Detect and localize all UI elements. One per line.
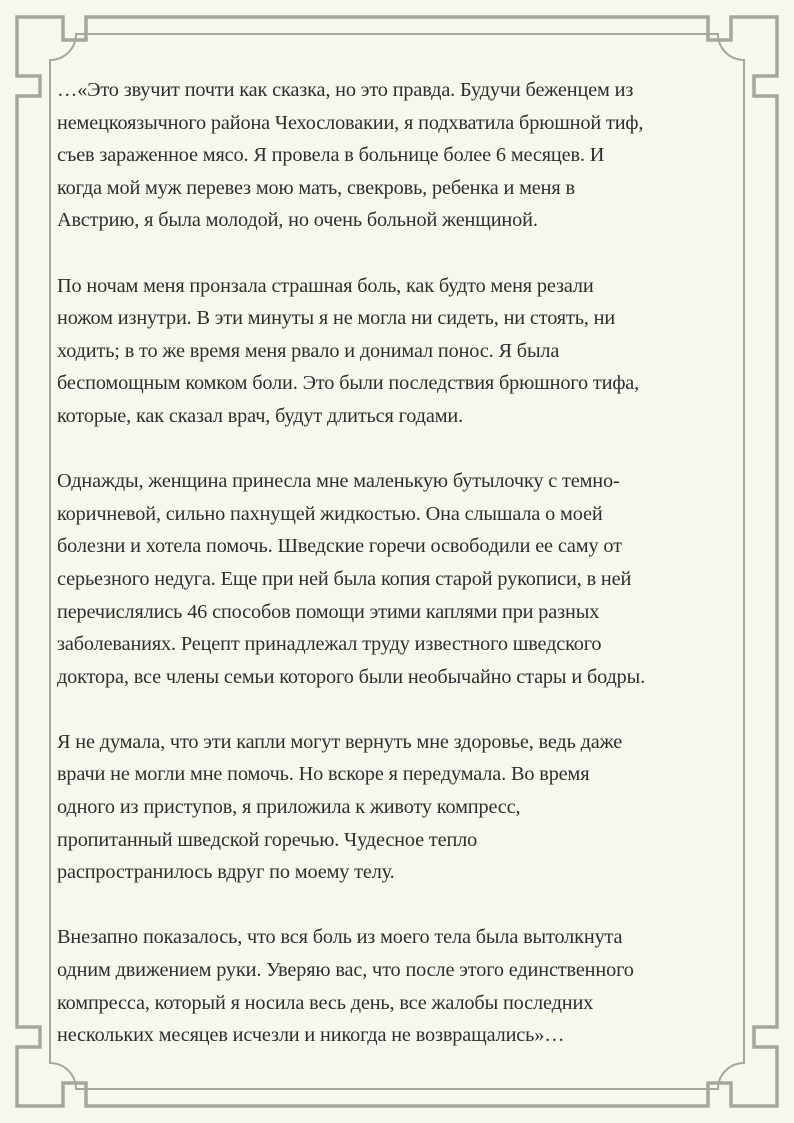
paragraph-3: Однажды, женщина принесла мне маленькую бутылочку с темно- коричневой, сильно пахнущей жидкостью. Она слышала о моей болезни и хотела помочь. Шведские горечи освободили ее саму от серьезного недуга. Еще при ней была копия старой рукописи, в ней перечислялись 46 способов помощи этими каплями при разных заболеваниях. Рецепт принадлежал труду известного шведского доктора, все члены семьи которого были необычайно стары и бодры. [57, 470, 646, 688]
paragraph-5: Внезапно показалось, что вся боль из моего тела была вытолкнута одним движением руки. Уверяю вас, что после этого единственного компресса, который я носила весь день, все жалобы последних нескольких месяцев исчезли и никогда не возвращались»… [57, 926, 634, 1047]
document-body [57, 74, 749, 1084]
paragraph-1: …«Это звучит почти как сказка, но это правда. Будучи беженцем из немецкоязычного района Чехословакии, я подхватила брюшной тиф, съев зараженное мясо. Я провела в больнице более 6 месяцев. И когда мой муж перевез мою мать, свекровь, ребенка и меня в Австрию, я была молодой, но очень больной женщиной. [57, 79, 644, 232]
paragraph-4: Я не думала, что эти капли могут вернуть мне здоровье, ведь даже врачи не могли мне помочь. Но вскоре я передумала. Во время одного из приступов, я приложила к животу компресс, пропитанный шведской горечью. Чудесное тепло распространилось вдруг по моему телу. [57, 730, 623, 884]
paragraph-2: По ночам меня пронзала страшная боль, как будто меня резали ножом изнутри. В эти минуты я не могла ни сидеть, ни стоять, ни ходить; в то же время меня рвало и донимал понос. Я была беспомощным комком боли. Это были последствия брюшного тифа, которые, как сказал врач, будут длиться годами. [57, 274, 640, 427]
